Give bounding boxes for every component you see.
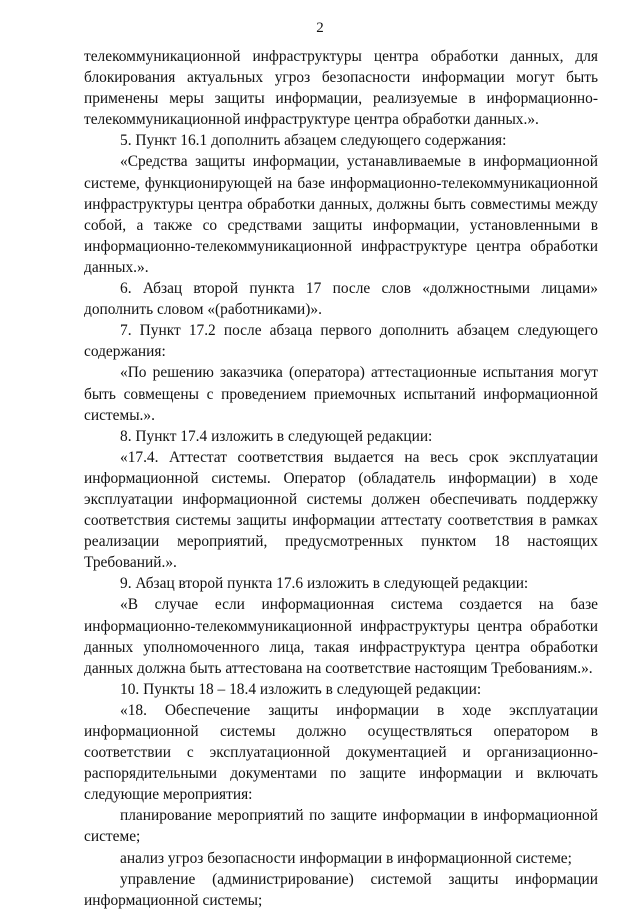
page-number: 2: [316, 20, 324, 36]
paragraph-12: «18. Обеспечение защиты информации в ходе эксплуатации информационной системы должно осуществляться оператором в соответствии с эксплуатационной документацией и организационно-распорядительными документами по защите информации и включать следующие мероприятия:: [84, 701, 598, 804]
paragraph-13: планирование мероприятий по защите информации в информационной системе;: [84, 807, 598, 846]
paragraph-3: «Средства защиты информации, устанавливаемые в информационной системе, функционирующей на базе информационно-телекоммуникационной инфраструктуры центра обработки данных, должны быть совместимы между собой, а также со средствами защиты информации, установленными в информационно-телекоммуникационной инфраструктуре центра обработки данных.».: [84, 153, 598, 276]
paragraph-2: 5. Пункт 16.1 дополнить абзацем следующего содержания:: [120, 132, 507, 150]
paragraph-9: 9. Абзац второй пункта 17.6 изложить в следующей редакции:: [120, 575, 529, 593]
paragraph-14: анализ угроз безопасности информации в информационной системе;: [120, 849, 572, 867]
document-body: [84, 46, 598, 911]
paragraph-7: 8. Пункт 17.4 изложить в следующей редакции:: [120, 427, 433, 445]
paragraph-4: 6. Абзац второй пункта 17 после слов «должностными лицами» дополнить словом «(работниками)».: [84, 280, 598, 319]
paragraph-5: 7. Пункт 17.2 после абзаца первого дополнить абзацем следующего содержания:: [84, 322, 598, 361]
paragraph-11: 10. Пункты 18 – 18.4 изложить в следующей редакции:: [120, 680, 482, 698]
paragraph-6: «По решению заказчика (оператора) аттестационные испытания могут быть совмещены с проведением приемочных испытаний информационной системы.».: [84, 364, 598, 424]
paragraph-15: управление (администрирование) системой защиты информации информационной системы;: [84, 870, 598, 909]
paragraph-1: телекоммуникационной инфраструктуры центра обработки данных, для блокирования актуальных угроз безопасности информации могут быть применены меры защиты информации, реализуемые в информационно-телекоммуникационной инфраструктуре центра обработки данных.».: [84, 48, 598, 129]
paragraph-8: «17.4. Аттестат соответствия выдается на весь срок эксплуатации информационной системы. Оператор (обладатель информации) в ходе эксплуатации информационной системы должен обеспечивать поддержку соответствия системы защиты информации аттестату соответствия в рамках реализации мероприятий, предусмотренных пунктом 18 настоящих Требований.».: [84, 448, 598, 572]
paragraph-10: «В случае если информационная система создается на базе информационно-телекоммуникационной инфраструктуры центра обработки данных уполномоченного лица, такая инфраструктура центра обработки данных должна быть аттестована на соответствие настоящим Требованиям.».: [84, 596, 598, 677]
